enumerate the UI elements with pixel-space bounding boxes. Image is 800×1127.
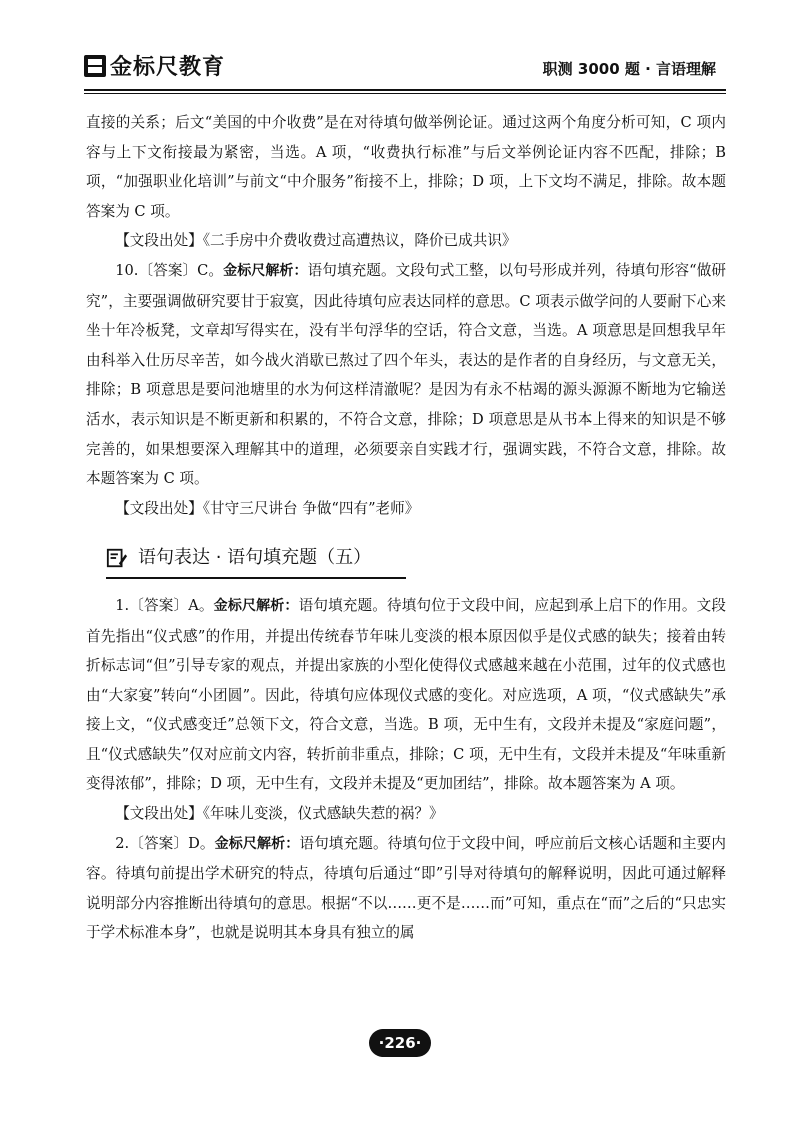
section-title: 语句表达 · 语句填充题（五） bbox=[138, 547, 372, 569]
analysis-label: 金标尺解析： bbox=[223, 262, 308, 279]
source-line: 【文段出处】《二手房中介费收费过高遭热议，降价已成共识》 bbox=[115, 232, 517, 250]
analysis-text: 语句填充题。待填句位于文段中间，呼应前后文核心话题和主要内容。待填句前提出学术研究的特点，待填句后通过“即”引导对待填句的解释说明，因此可通过解释说明部分内容推断出待填句的意思。根据“不以……更不是……而”可知，重点在“而”之后的“只忠实于学术标准本身”，也就是说明其本身具有独立的属 bbox=[86, 834, 726, 942]
paragraph-continued: 直接的关系；后文“美国的中介收费”是在对待填句做举例论证。通过这两个角度分析可知，C 项内容与上下文衔接最为紧密，当选。A 项，“收费执行标准”与后文举例论证内容不匹配，排除；B 项，“加强职业化培训”与前文“中介服务”衔接不上，排除；D 项，上下文均不满足，排除。故本题答案为 C 项。 bbox=[86, 114, 726, 220]
header-rule bbox=[84, 89, 726, 91]
answer-number: 2.〔答案〕D。 bbox=[115, 834, 215, 852]
page-content bbox=[86, 108, 726, 948]
source-line: 【文段出处】《甘守三尺讲台 争做“四有”老师》 bbox=[115, 499, 420, 517]
answer-number: 1.〔答案〕A。 bbox=[115, 596, 214, 614]
page-header bbox=[0, 0, 800, 96]
analysis-text: 语句填充题。待填句位于文段中间，应起到承上启下的作用。文段首先指出“仪式感”的作用，并提出传统春节年味儿变淡的根本原因似乎是仪式感的缺失；接着由转折标志词“但”引导专家的观点，并提出家族的小型化使得仪式感越来越在小范围，过年的仪式感也由“大家宴”转向“小团圆”。因此，待填句应体现仪式感的变化。对应选项，A 项，“仪式感缺失”承接上文，“仪式感变迁”总领下文，符合文意，当选。B 项，无中生有，文段并未提及“家庭问题”，且“仪式感缺失”仅对应前文内容，转折前非重点，排除；C 项，无中生有，文段并未提及“年味重新变得浓郁”，排除；D 项，无中生有，文段并未提及“更加团结”，排除。故本题答案为 A 项。 bbox=[86, 596, 726, 793]
answer-number: 10.〔答案〕C。 bbox=[115, 261, 224, 279]
analysis-text: 语句填充题。文段句式工整，以句号形成并列，待填句形容“做研究”，主要强调做研究要甘于寂寞，因此待填句应表达同样的意思。C 项表示做学问的人要耐下心来坐十年冷板凳，文章却写得实在，没有半句浮华的空话，符合文意，当选。A 项意思是回想我早年由科举入仕历尽辛苦，如今战火消歇已熬过了四个年头，表达的是作者的自身经历，与文意无关，排除；B 项意思是要问池塘里的水为何这样清澈呢？是因为有永不枯竭的源头源源不断地为它输送活水，表示知识是不断更新和积累的，不符合文意，排除；D 项意思是从书本上得来的知识是不够完善的，如果想要深入理解其中的道理，必须要亲自实践才行，强调实践，不符合文意，排除。故本题答案为 C 项。 bbox=[86, 261, 726, 488]
brand-logo bbox=[84, 50, 225, 81]
header-rule-thin bbox=[84, 93, 726, 94]
brand-name: 金标尺教育 bbox=[110, 55, 226, 80]
answer-q2 bbox=[86, 829, 726, 948]
brand-logo-icon bbox=[84, 55, 106, 77]
page-number: ·226· bbox=[369, 1029, 431, 1057]
analysis-label: 金标尺解析： bbox=[214, 835, 300, 852]
edit-icon bbox=[106, 547, 128, 569]
answer-q10 bbox=[86, 256, 726, 494]
analysis-label: 金标尺解析： bbox=[213, 597, 299, 614]
answer-q1 bbox=[86, 591, 726, 799]
section-heading bbox=[106, 543, 406, 579]
source-line: 【文段出处】《年味儿变淡，仪式感缺失惹的祸？》 bbox=[115, 805, 444, 823]
book-title: 职测 3000 题 · 言语理解 bbox=[542, 60, 716, 78]
